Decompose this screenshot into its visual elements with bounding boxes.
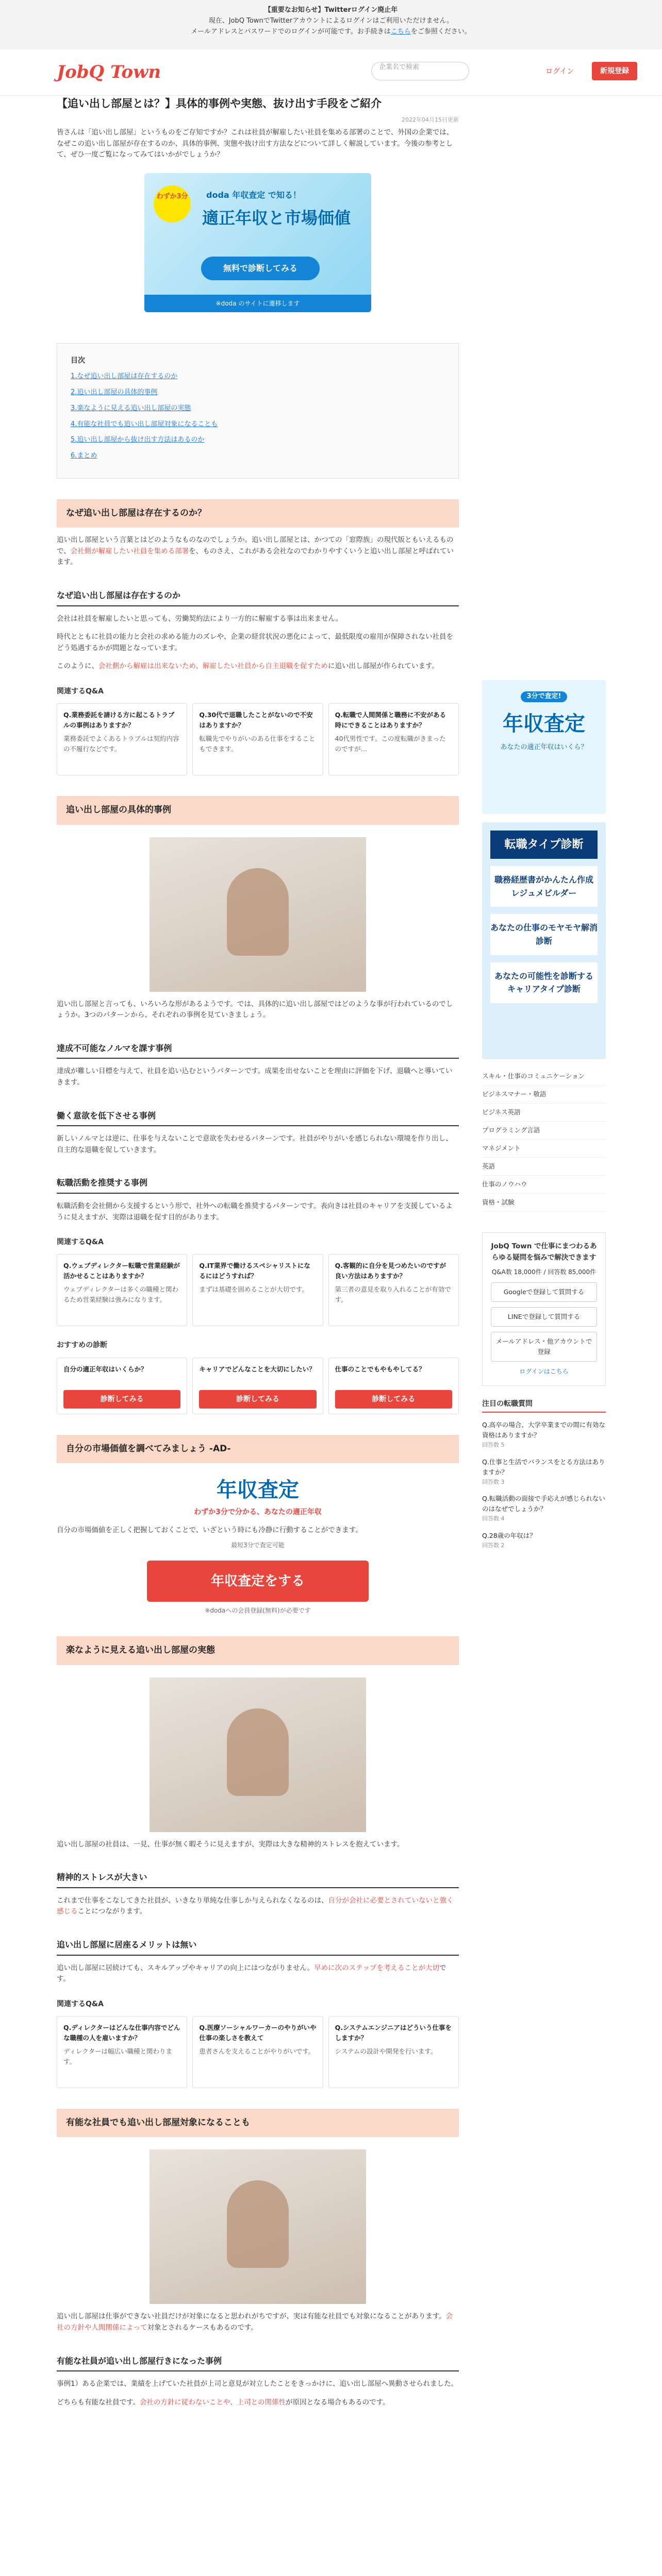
notice-title: 【重要なお知らせ】Twitterログイン廃止年 <box>264 6 398 14</box>
paragraph: 追い出し部屋は仕事ができない社員だけが対象になると思われがちですが、実は有能な社員でも対象になることがあります。会社の方針や人間関係によって対象とされるケースもあるのです。 <box>57 2312 453 2332</box>
toc-item[interactable]: 2.追い出し部屋の具体的事例 <box>71 388 158 397</box>
sidebar-salary-ad[interactable]: 3分で査定! 年収査定 あなたの適正年収はいくら？ <box>482 680 606 814</box>
banner-title: 適正年収と市場価値 <box>202 208 351 228</box>
category-link[interactable]: スキル・仕事のコミュニケーション <box>482 1067 606 1086</box>
paragraph: このように、会社側から解雇は出来ないため、解雇したい社員から自主退職を促すために追い出し部屋が作られています。 <box>57 662 439 671</box>
cta-kicker: 最短3分で査定可能 <box>231 1541 285 1549</box>
popular-item[interactable]: Q.28歳の年収は？ 回答数 2 <box>482 1531 536 1549</box>
mail-register-button[interactable]: メールアドレス・他アカウントで登録 <box>491 1332 597 1362</box>
recommend-card[interactable]: 仕事のことでもやもやしてる？ 診断してみる <box>328 1358 459 1414</box>
cta-note: ※dodaへの会員登録(無料)が必要です <box>205 1607 311 1615</box>
category-link[interactable]: 資格・試験 <box>482 1194 606 1212</box>
banner-button[interactable]: 無料で診断してみる <box>201 257 320 280</box>
category-link[interactable]: ビジネスマナー・敬語 <box>482 1086 606 1104</box>
popular-item[interactable]: Q.転職活動の面接で手応えが感じられないのはなぜでしょうか？ 回答数 4 <box>482 1495 605 1522</box>
paragraph: 自分の市場価値を正しく把握しておくことで、いざという時にも冷静に行動することができます。 <box>57 1526 362 1535</box>
category-link[interactable]: 英語 <box>482 1158 606 1176</box>
popular-item[interactable]: Q.高卒の場合、大学卒業までの間に有効な資格はありますか？ 回答数 5 <box>482 1420 605 1448</box>
woman-laptop-photo <box>150 837 366 992</box>
banner-badge: わずか3分 <box>154 185 191 223</box>
paragraph: どちらも有能な社員です。会社の方針に従わないことや、上司との関係性が原因となる場合もあるのです。 <box>57 2398 390 2406</box>
sidebar <box>482 680 606 1550</box>
notice-link[interactable]: こちら <box>390 27 411 36</box>
woman-sitting-photo <box>150 2149 366 2304</box>
search-input[interactable]: 企業名で検索 <box>371 62 469 80</box>
notice-line2: メールアドレスとパスワードでのログインが可能です。お手続きはこちらをご参照ください。 <box>191 27 471 36</box>
salary-check-button[interactable]: 年収査定をする <box>147 1561 369 1602</box>
faq-heading: 関連するQ&A <box>57 1999 104 2008</box>
notice-line1: 現在、JobQ TownでTwitterアカウントによるログインはご利用いただけません。 <box>208 16 454 25</box>
paragraph: 追い出し部屋に居続けても、スキルアップやキャリアの向上にはつながりません。早めに次のステップを考えることが大切です。 <box>57 1963 446 1984</box>
section-heading: なぜ追い出し部屋は存在するのか？ <box>57 499 459 528</box>
google-register-button[interactable]: Googleで登録して質問する <box>491 1282 597 1302</box>
popular-item[interactable]: Q.仕事と生活でバランスをとる方法はありますか？ 回答数 3 <box>482 1458 605 1485</box>
article-lead: 皆さんは「追い出し部屋」というものをご存知ですか？これは社員が解雇したい社員を集める部署のことで、外国の企業では、なぜこの追い出し部屋が存在するのか、具体的事例、実態や抜け出す方法などについて詳しく解説しています。今後の参考として、ぜひ一度ご覧になってみてはいかがでしょうか？ <box>57 128 454 159</box>
faq-heading: 関連するQ&A <box>57 1238 104 1247</box>
faq-card[interactable]: Q.システムエンジニアはどういう仕事をしますか？ システムの設計や開発を行います。 <box>328 2016 459 2088</box>
faq-list <box>57 2016 459 2088</box>
banner-foot: ※doda のサイトに遷移します <box>144 295 371 312</box>
sidebar-category-list <box>482 1067 606 1212</box>
category-link[interactable]: マネジメント <box>482 1140 606 1158</box>
sub-heading: なぜ追い出し部屋は存在するのか <box>57 589 459 606</box>
section-heading: 楽なように見える追い出し部屋の実態 <box>57 1636 459 1665</box>
paragraph: 時代とともに社員の能力と会社の求める能力のズレや、企業の経営状況の悪化によって、最低限度の雇用が保障されない社員をどう処遇するかが問題となっています。 <box>57 633 453 652</box>
faq-card[interactable]: Q.医療ソーシャルワーカーのやりがいや仕事の楽しさを教えて 患者さんを支えることがやりがいです。 <box>192 2016 323 2088</box>
table-of-contents <box>57 343 459 479</box>
toc-item[interactable]: 6.まとめ <box>71 452 97 460</box>
recommend-list <box>57 1358 459 1414</box>
category-link[interactable]: 仕事のノウハウ <box>482 1176 606 1194</box>
recommend-card[interactable]: キャリアでどんなことを大切にしたい？ 診断してみる <box>192 1358 323 1414</box>
paragraph: 追い出し部屋の社員は、一見、仕事が無く暇そうに見えますが、実際は大きな精神的ストレスを抱えています。 <box>57 1840 404 1849</box>
faq-card[interactable]: Q.転職で人間関係と職務に不安がある時にできることはありますか？ 40代男性です。この度転職がきまったのですが… <box>328 703 459 775</box>
site-logo[interactable]: JobQ Town <box>57 62 161 83</box>
paragraph: これまで仕事をこなしてきた社員が、いきなり単純な仕事しか与えられなくなるのは、自分が会社に必要とされていないと強く感じることにつながります。 <box>57 1896 454 1916</box>
paragraph: 新しいノルマとは逆に、仕事を与えないことで意欲を失わせるパターンです。社員がやりがいを感じられない環境を作り出し、自主的な退職を促していきます。 <box>57 1134 453 1154</box>
recommend-card[interactable]: 自分の適正年収はいくらか？ 診断してみる <box>57 1358 187 1414</box>
sidebar-login-link[interactable]: ログインはこちら <box>519 1368 569 1376</box>
sub-heading: 転職活動を推奨する事例 <box>57 1176 459 1194</box>
paragraph: 追い出し部屋という言葉とはどのようなものなのでしょうか。追い出し部屋とは、かつての「窓際族」の現代版ともいえるもので、会社側が解雇したい社員を集める部署を、ものさえ、これがある会社なのでわかりやすくいうと追い出し部屋と呼ばれています。 <box>57 536 454 567</box>
recommend-heading: おすすめの診断 <box>57 1341 108 1350</box>
banner-kicker: doda 年収査定 で知る！ <box>206 190 301 200</box>
article <box>57 96 459 2408</box>
section-heading: 有能な社員でも追い出し部屋対象になることも <box>57 2109 459 2137</box>
faq-card[interactable]: Q.客観的に自分を見つめたいのですが良い方法はありますか？ 第三者の意見を取り入れることが有効です。 <box>328 1254 459 1326</box>
popular-heading: 注目の転職質問 <box>482 1398 606 1413</box>
paragraph: 会社は社員を解雇したいと思っても、労働契約法により一方的に解雇する事は出来ません。 <box>57 614 343 623</box>
woman-lying-photo <box>150 1677 366 1832</box>
doda-banner[interactable] <box>144 173 371 312</box>
category-link[interactable]: プログラミング言語 <box>482 1122 606 1140</box>
register-button[interactable]: 新規登録 <box>592 62 637 80</box>
toc-item[interactable]: 5.追い出し部屋から抜け出す方法はあるのか <box>71 436 205 444</box>
sub-heading: 働く意欲を低下させる事例 <box>57 1109 459 1127</box>
sub-heading: 追い出し部屋に居座るメリットは無い <box>57 1938 459 1956</box>
toc-item[interactable]: 4.有能な社員でも追い出し部屋対象になることも <box>71 420 218 428</box>
paragraph: 転職活動を会社側から支援するという形で、社外への転職を推奨するパターンです。表向きは社員のキャリアを支援しているように見えますが、実際は退職を促す目的があります。 <box>57 1201 453 1222</box>
toc-item[interactable]: 1.なぜ追い出し部屋は存在するのか <box>71 372 178 381</box>
paragraph: 追い出し部屋と言っても、いろいろな形があるようです。では、具体的に追い出し部屋ではどのような事が行われているのでしょうか。3つのパターンから、それぞれの事例を見ていきましょう。 <box>57 999 453 1020</box>
section-heading: 自分の市場価値を調べてみましょう -AD- <box>57 1435 459 1463</box>
faq-card[interactable]: Q.ディレクターはどんな仕事内容でどんな職種の人を雇いますか？ ディレクターは幅広い職種と関わります。 <box>57 2016 187 2088</box>
login-link[interactable]: ログイン <box>545 67 574 76</box>
ad-block[interactable]: 年収査定 わずか3分で分かる、あなたの適正年収 <box>194 1478 322 1517</box>
sub-heading: 有能な社員が追い出し部屋行きになった事例 <box>57 2354 459 2372</box>
faq-card[interactable]: Q.30代で退職したことがないので不安はありますか？ 転職先でやりがいのある仕事をすることもできます。 <box>192 703 323 775</box>
paragraph: 事例1）ある企業では、業績を上げていた社員が上司と意見が対立したことをきっかけに、追い出し部屋へ異動させられました。 <box>57 2380 458 2388</box>
sub-heading: 達成不可能なノルマを課す事例 <box>57 1042 459 1059</box>
updated-date: 2022年04月15日更新 <box>402 116 459 123</box>
site-header <box>0 49 662 96</box>
toc-title: 目次 <box>71 356 85 365</box>
faq-list <box>57 1254 459 1326</box>
category-link[interactable]: ビジネス英語 <box>482 1104 606 1122</box>
line-register-button[interactable]: LINEで登録して質問する <box>491 1307 597 1327</box>
notice-bar <box>0 0 662 49</box>
section-heading: 追い出し部屋の具体的事例 <box>57 796 459 824</box>
toc-item[interactable]: 3.楽なように見える追い出し部屋の実態 <box>71 404 191 412</box>
register-box: JobQ Town で仕事にまつわるあらゆる疑問を悩みで解決できます Q&A数 18,000件 / 回答数 85,000件 Googleで登録して質問する LINEで登録して質問する メールアドレス・他アカウントで登録 ログインはこちら <box>482 1232 606 1386</box>
faq-heading: 関連するQ&A <box>57 687 104 696</box>
faq-card[interactable]: Q.業務委託を請ける方に起こるトラブルの事例はありますか？ 業務委託でよくあるトラブルは契約内容の不履行などです。 <box>57 703 187 775</box>
faq-card[interactable]: Q.IT業界で働けるスペシャリストになるにはどうすれば？ まずは基礎を固めることが大切です。 <box>192 1254 323 1326</box>
article-title: 【追い出し部屋とは？】具体的事例や実態、抜け出す手段をご紹介 <box>57 97 382 110</box>
sidebar-career-ad[interactable]: 転職タイプ診断 職務経歴書がかんたん作成 レジュメビルダー あなたの仕事のモヤモヤ解消診断 あなたの可能性を診断する キャリアタイプ診断 <box>482 822 606 1059</box>
faq-list <box>57 703 459 775</box>
faq-card[interactable]: Q.ウェブディレクター転職で営業経験が活かせることはありますか？ ウェブディレクターは多くの職種と関わるため営業経験は強みになります。 <box>57 1254 187 1326</box>
paragraph: 達成が難しい目標を与えて、社員を追い込むというパターンです。成果を出せないことを理由に評価を下げ、退職へと導いていきます。 <box>57 1067 453 1087</box>
sub-heading: 精神的ストレスが大きい <box>57 1871 459 1888</box>
